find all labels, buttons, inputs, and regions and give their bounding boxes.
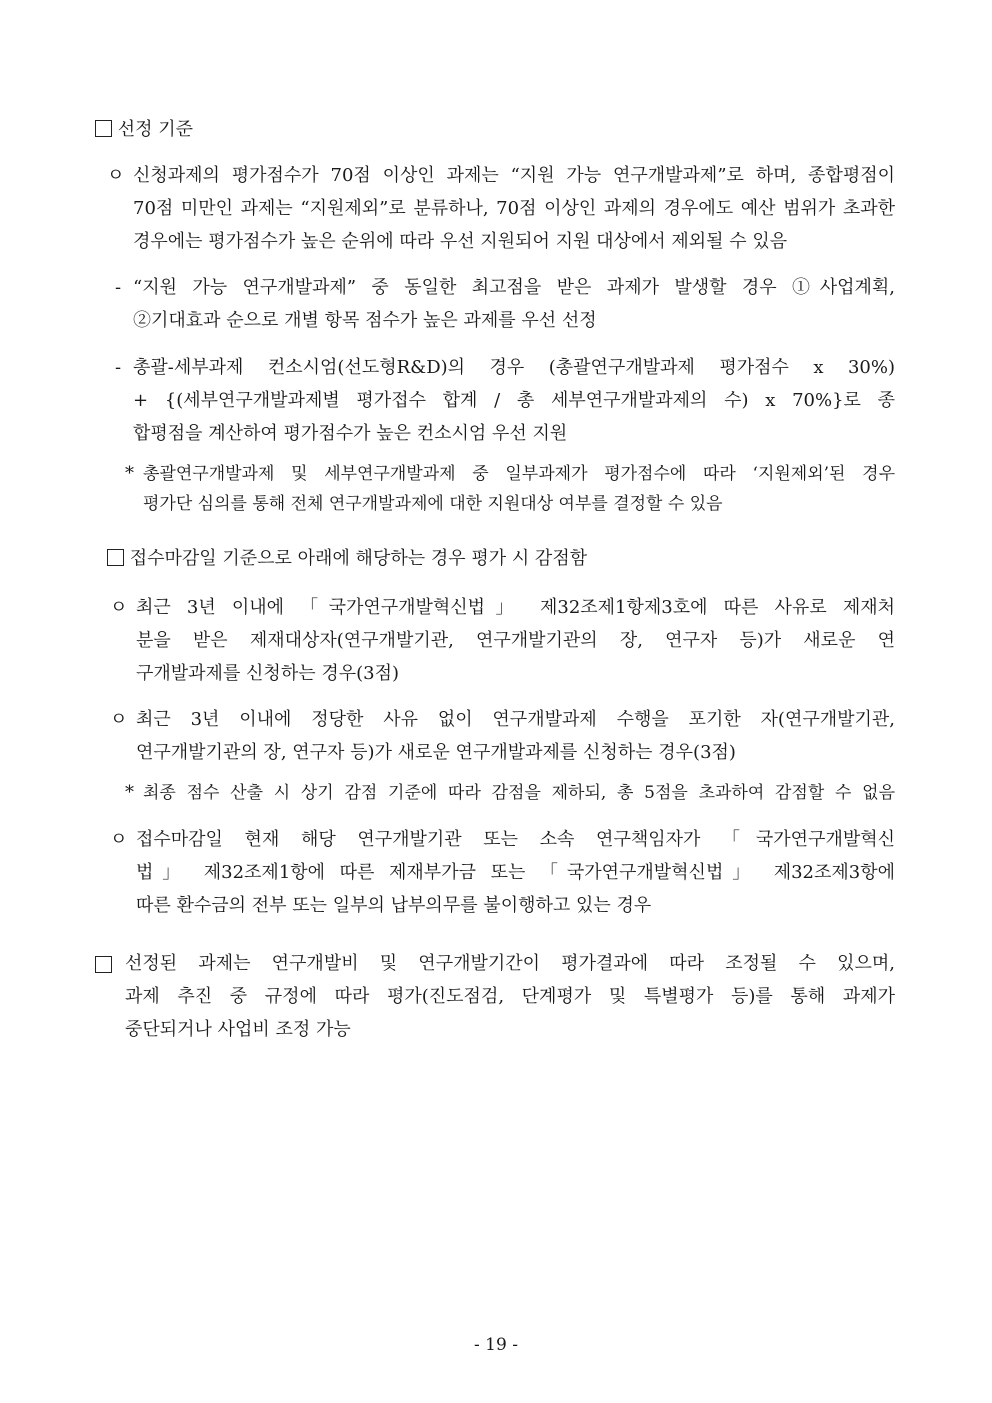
section-2-heading <box>107 545 587 573</box>
dash-marker: - <box>115 277 122 298</box>
note-line: 평가단 심의를 통해 전체 연구개발과제에 대한 지원대상 여부를 결정할 수 있음 <box>143 494 723 514</box>
bullet-marker: ㅇ <box>110 829 128 850</box>
note-line: 총괄연구개발과제 및 세부연구개발과제 중 일부과제가 평가점수에 따라 ‘지원제외’된 경우 <box>143 464 895 484</box>
paragraph-line: 구개발과제를 신청하는 경우(3점) <box>136 663 399 684</box>
checkbox-square-icon <box>95 956 112 973</box>
bullet-marker: ㅇ <box>110 597 128 618</box>
dash-marker: - <box>115 357 122 378</box>
checkbox-square-icon <box>95 120 112 137</box>
paragraph-line: 중단되거나 사업비 조정 가능 <box>125 1019 351 1040</box>
section-1-heading <box>95 116 193 144</box>
checkbox-square-icon <box>107 549 124 566</box>
paragraph-line: 최근 3년 이내에 「국가연구개발혁신법」 제32조제1항제3호에 따른 사유로 제재처 <box>136 597 895 618</box>
paragraph-line: 법」 제32조제1항에 따른 제재부가금 또는 「국가연구개발혁신법」 제32조제3항에 <box>136 862 895 883</box>
section-2-title: 접수마감일 기준으로 아래에 해당하는 경우 평가 시 감점함 <box>129 548 588 569</box>
paragraph-line: 70점 미만인 과제는 “지원제외”로 분류하나, 70점 이상인 과제의 경우에도 예산 범위가 초과한 <box>133 198 895 219</box>
paragraph-line: 접수마감일 현재 해당 연구개발기관 또는 소속 연구책임자가 「국가연구개발혁신 <box>136 829 895 850</box>
paragraph-line: + {(세부연구개발과제별 평가접수 합계 / 총 세부연구개발과제의 수) x 70%}로 종 <box>133 390 895 411</box>
note-line: 최종 점수 산출 시 상기 감점 기준에 따라 감점을 제하되, 총 5점을 초과하여 감점할 수 없음 <box>143 783 895 803</box>
note-marker: * <box>125 782 134 803</box>
bullet-marker: ㅇ <box>110 709 128 730</box>
paragraph-line: 신청과제의 평가점수가 70점 이상인 과제는 “지원 가능 연구개발과제”로 하며, 종합평점이 <box>133 165 895 186</box>
paragraph-line: 최근 3년 이내에 정당한 사유 없이 연구개발과제 수행을 포기한 자(연구개발기관, <box>136 709 895 730</box>
paragraph-line: 선정된 과제는 연구개발비 및 연구개발기간이 평가결과에 따라 조정될 수 있으며, <box>125 953 895 974</box>
section-1-title: 선정 기준 <box>117 119 194 140</box>
paragraph-line: 따른 환수금의 전부 또는 일부의 납부의무를 불이행하고 있는 경우 <box>136 895 652 916</box>
paragraph-line: 총괄-세부과제 컨소시엄(선도형R&D)의 경우 (총괄연구개발과제 평가점수 x 30%) <box>133 357 895 378</box>
paragraph-line: 과제 추진 중 규정에 따라 평가(진도점검, 단계평가 및 특별평가 등)를 통해 과제가 <box>125 986 895 1007</box>
note-marker: * <box>125 463 134 484</box>
paragraph-line: 연구개발기관의 장, 연구자 등)가 새로운 연구개발과제를 신청하는 경우(3점) <box>136 742 736 763</box>
paragraph-line: “지원 가능 연구개발과제” 중 동일한 최고점을 받은 과제가 발생할 경우 ①사업계획, <box>133 277 895 298</box>
page-number: - 19 - <box>474 1335 518 1355</box>
paragraph-line: 경우에는 평가점수가 높은 순위에 따라 우선 지원되어 지원 대상에서 제외될 수 있음 <box>133 231 788 252</box>
paragraph-line: 분을 받은 제재대상자(연구개발기관, 연구개발기관의 장, 연구자 등)가 새로운 연 <box>136 630 895 651</box>
bullet-marker: ㅇ <box>107 165 125 186</box>
paragraph-line: 합평점을 계산하여 평가점수가 높은 컨소시엄 우선 지원 <box>133 423 568 444</box>
paragraph-line: ②기대효과 순으로 개별 항목 점수가 높은 과제를 우선 선정 <box>133 310 597 331</box>
